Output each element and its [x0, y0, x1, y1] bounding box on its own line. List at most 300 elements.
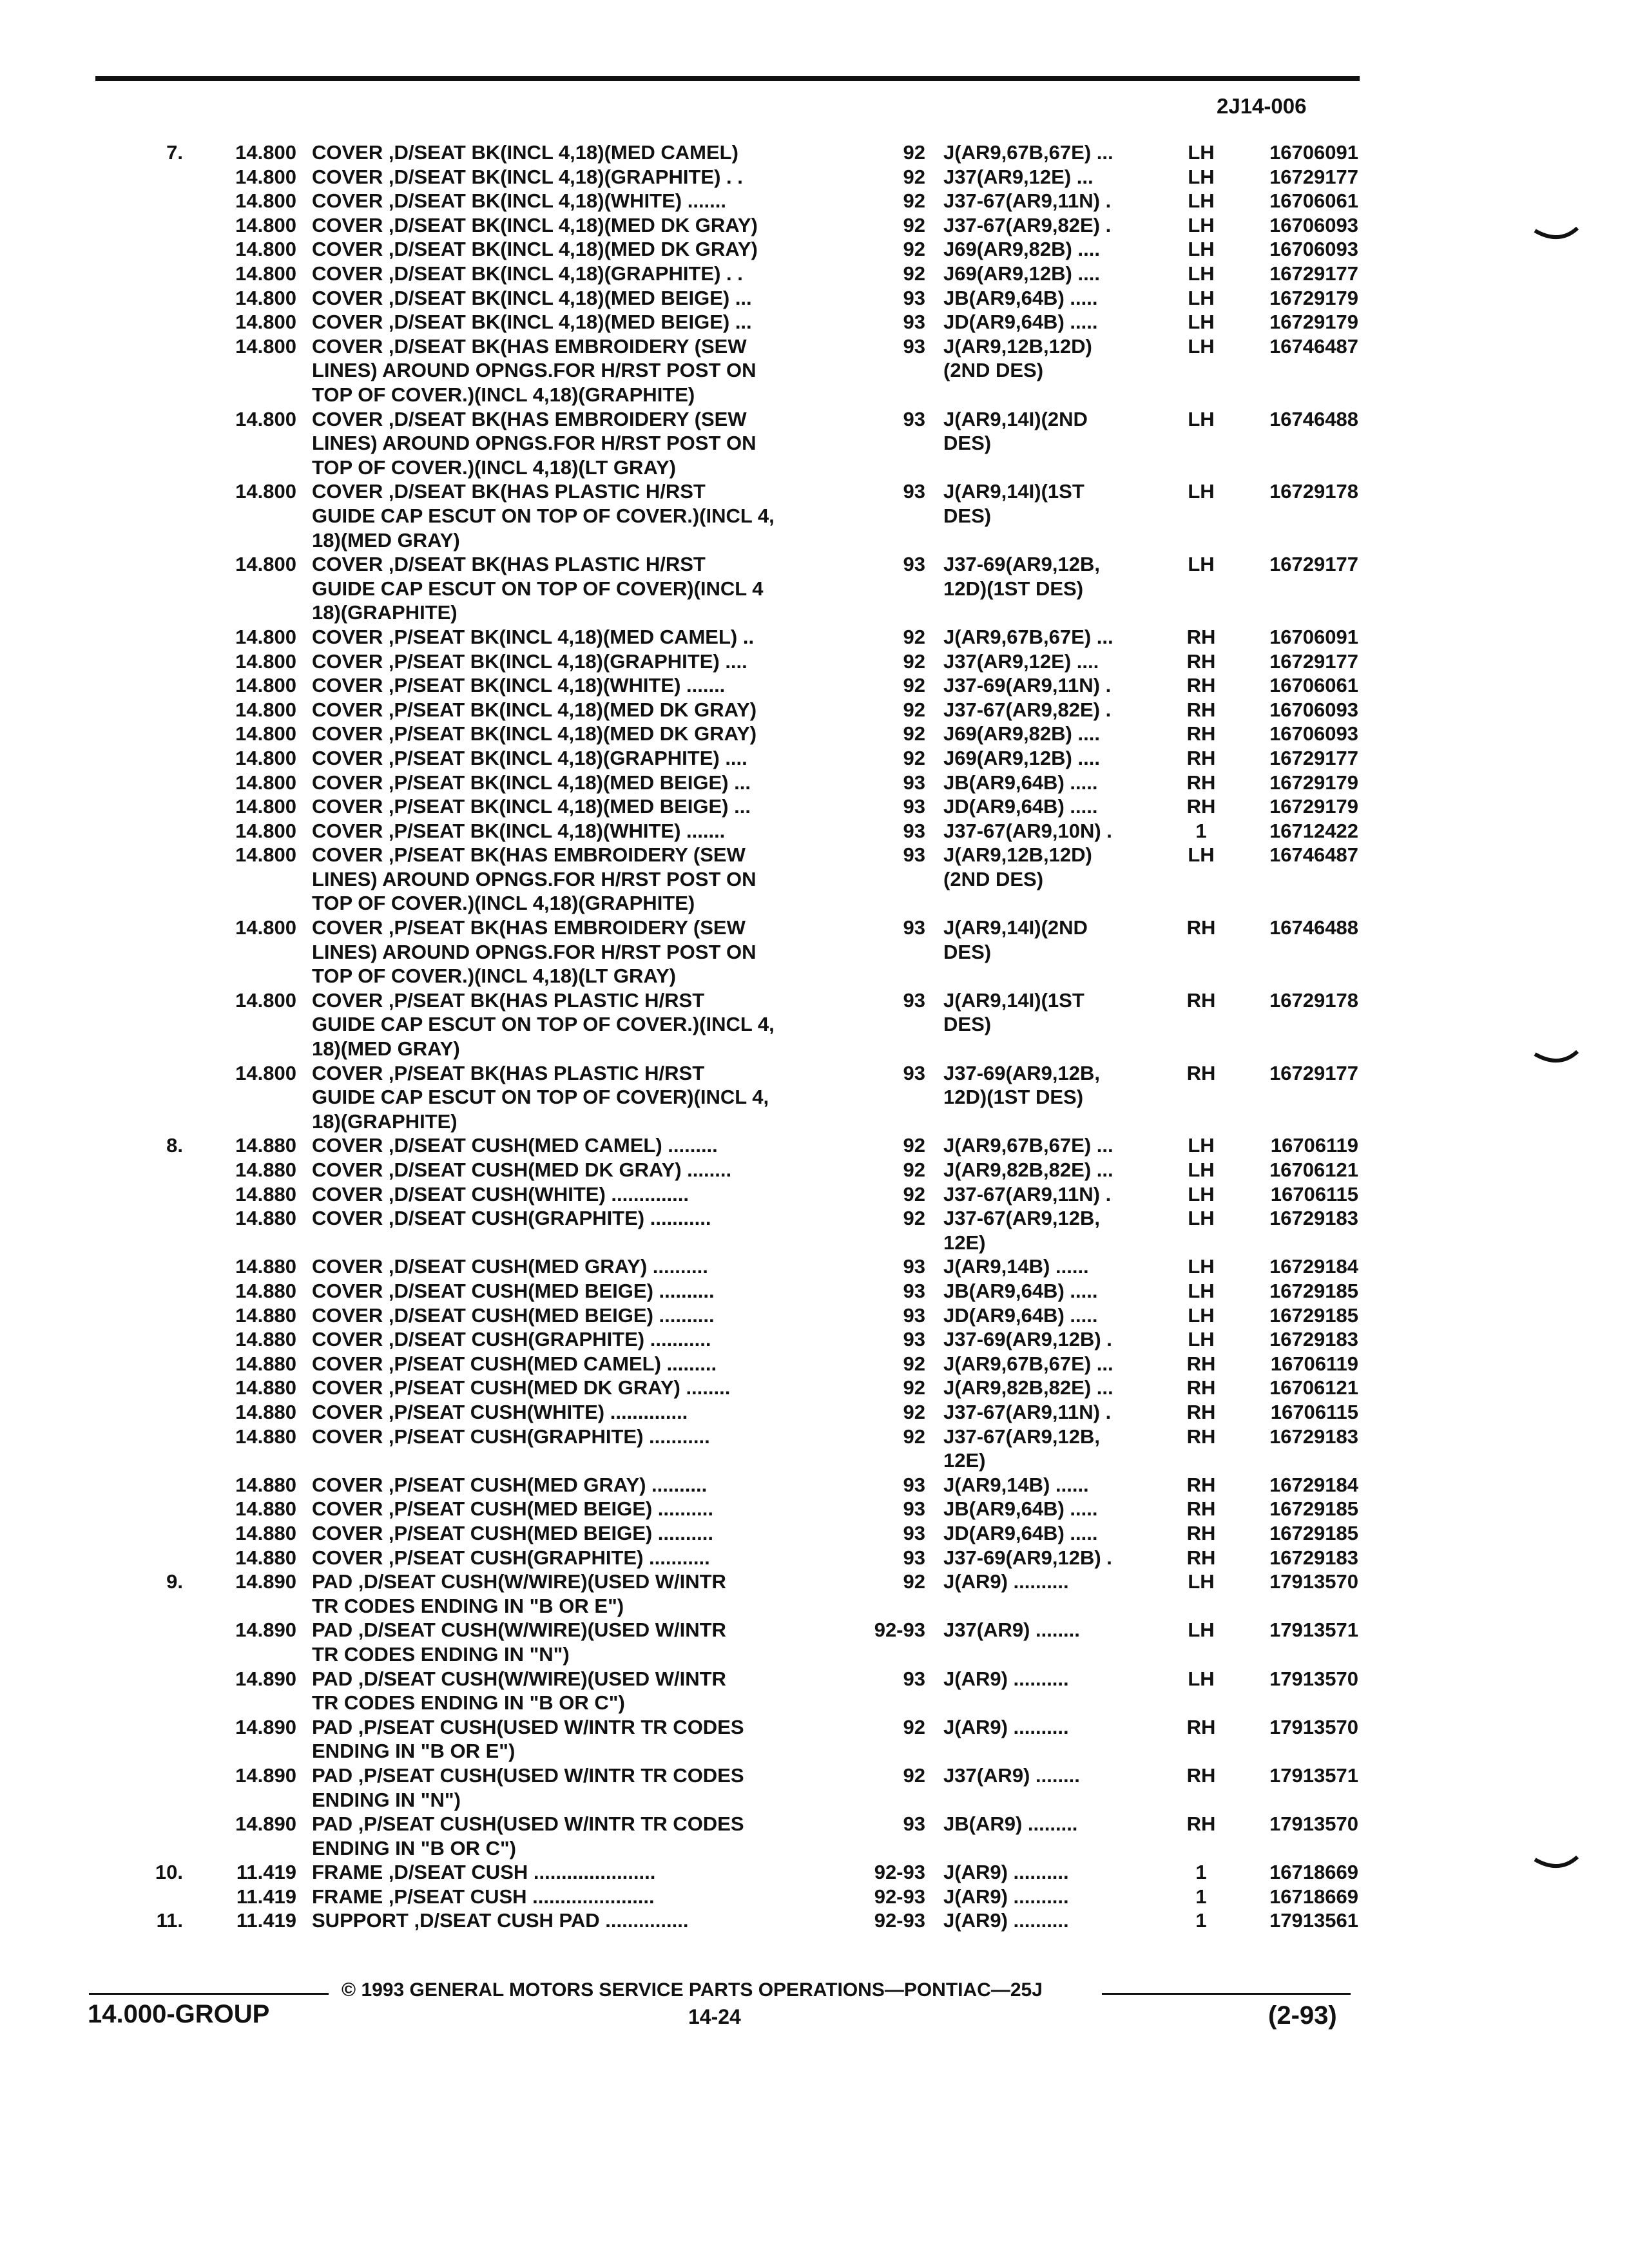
- group-number: 14.800: [235, 625, 296, 648]
- part-description: COVER ,D/SEAT BK(INCL 4,18)(MED CAMEL): [312, 141, 738, 164]
- quantity: RH: [1186, 1473, 1216, 1496]
- table-row: [0, 1254, 1629, 1279]
- part-description: FRAME ,P/SEAT CUSH ......................: [312, 1885, 655, 1908]
- group-number: 14.880: [235, 1546, 296, 1569]
- model-year: 92: [903, 213, 925, 236]
- model-year: 92: [903, 1207, 925, 1230]
- part-number: 16746487: [1269, 843, 1358, 867]
- table-row: [0, 649, 1629, 674]
- table-row: [0, 334, 1629, 407]
- model-year: 92: [903, 262, 925, 285]
- quantity: RH: [1186, 698, 1216, 721]
- part-number: 16706115: [1270, 1182, 1358, 1206]
- table-row: [0, 213, 1629, 238]
- model-year: 92: [903, 649, 925, 673]
- model-year: 93: [903, 771, 925, 794]
- model-year: 92: [903, 1401, 925, 1423]
- table-row: [0, 771, 1629, 795]
- table-row: [0, 140, 1629, 165]
- group-number: 14.880: [235, 1401, 296, 1423]
- application: J37-69(AR9,12B) .: [943, 1328, 1112, 1351]
- model-year: 93: [903, 1521, 925, 1544]
- part-number: 16712422: [1269, 819, 1358, 842]
- application: J37(AR9) ........: [943, 1763, 1080, 1787]
- part-description: COVER ,D/SEAT BK(HAS EMBROIDERY (SEW LINES) AROUND OPNGS.FOR H/RST POST ON TOP OF COVER.)(INCL 4,18)(GRAPHITE): [312, 334, 757, 406]
- application: J(AR9) ..........: [943, 1715, 1069, 1738]
- part-description: COVER ,P/SEAT BK(INCL 4,18)(WHITE) .......: [312, 674, 726, 697]
- part-number: 16729177: [1269, 746, 1358, 769]
- table-row: [0, 1570, 1629, 1618]
- application: J37-69(AR9,11N) .: [943, 674, 1112, 697]
- application: J37-69(AR9,12B, 12D)(1ST DES): [943, 1061, 1100, 1109]
- quantity: LH: [1188, 1280, 1215, 1303]
- group-number: 14.890: [235, 1715, 296, 1738]
- quantity: LH: [1188, 1134, 1215, 1157]
- application: J(AR9,12B,12D) (2ND DES): [943, 843, 1092, 890]
- part-number: 16718669: [1269, 1885, 1358, 1908]
- quantity: RH: [1186, 1497, 1216, 1521]
- part-number: 16706061: [1269, 189, 1358, 213]
- group-number: 14.890: [235, 1570, 296, 1593]
- group-number: 14.880: [235, 1255, 296, 1278]
- group-number: 14.800: [235, 698, 296, 721]
- application: J(AR9,67B,67E) ...: [943, 1134, 1113, 1157]
- part-number: 16706121: [1269, 1158, 1358, 1182]
- group-number: 14.800: [235, 746, 296, 769]
- part-description: PAD ,P/SEAT CUSH(USED W/INTR TR CODES ENDING IN "B OR E"): [312, 1715, 744, 1763]
- quantity: LH: [1188, 141, 1215, 164]
- part-number: 16729178: [1269, 480, 1358, 503]
- quantity: RH: [1186, 1401, 1216, 1423]
- part-description: PAD ,P/SEAT CUSH(USED W/INTR TR CODES ENDING IN "N"): [312, 1763, 744, 1811]
- part-description: COVER ,D/SEAT BK(INCL 4,18)(MED DK GRAY): [312, 238, 758, 261]
- part-description: COVER ,D/SEAT CUSH(MED GRAY) ..........: [312, 1255, 708, 1278]
- application: J37-67(AR9,10N) .: [943, 819, 1112, 842]
- quantity: LH: [1188, 286, 1215, 309]
- table-row: [0, 746, 1629, 771]
- part-description: COVER ,P/SEAT CUSH(MED BEIGE) ..........: [312, 1497, 713, 1521]
- model-year: 92: [903, 698, 925, 721]
- quantity: LH: [1188, 1182, 1215, 1206]
- copyright-notice: © 1993 GENERAL MOTORS SERVICE PARTS OPERATIONS—PONTIAC—25J: [342, 1979, 1043, 2001]
- part-description: PAD ,D/SEAT CUSH(W/WIRE)(USED W/INTR TR CODES ENDING IN "N"): [312, 1619, 726, 1666]
- model-year: 93: [903, 286, 925, 309]
- application: J37-67(AR9,82E) .: [943, 213, 1112, 236]
- revision-date: (2-93): [1268, 2001, 1337, 2030]
- quantity: RH: [1186, 746, 1216, 769]
- quantity: LH: [1188, 480, 1215, 503]
- quantity: LH: [1188, 213, 1215, 236]
- quantity: RH: [1186, 1425, 1216, 1448]
- quantity: LH: [1188, 189, 1215, 213]
- group-number: 14.800: [235, 819, 296, 842]
- quantity: LH: [1188, 165, 1215, 188]
- quantity: RH: [1186, 1352, 1216, 1375]
- part-number: 16729185: [1269, 1521, 1358, 1544]
- group-number: 14.880: [235, 1182, 296, 1206]
- part-description: COVER ,D/SEAT BK(INCL 4,18)(GRAPHITE) . .: [312, 165, 743, 188]
- model-year: 92-93: [874, 1909, 925, 1932]
- group-number: 14.800: [235, 843, 296, 867]
- group-number: 14.800: [235, 262, 296, 285]
- group-number: 14.800: [235, 407, 296, 430]
- application: J(AR9) ..........: [943, 1861, 1069, 1884]
- group-number: 14.880: [235, 1328, 296, 1351]
- application: J(AR9,67B,67E) ...: [943, 625, 1113, 648]
- group-number: 14.800: [235, 553, 296, 576]
- quantity: RH: [1186, 625, 1216, 648]
- application: JB(AR9,64B) .....: [943, 1497, 1098, 1521]
- model-year: 92: [903, 1425, 925, 1448]
- part-description: COVER ,P/SEAT BK(HAS PLASTIC H/RST GUIDE CAP ESCUT ON TOP OF COVER)(INCL 4, 18)(GRAPHITE): [312, 1061, 769, 1133]
- part-description: COVER ,P/SEAT BK(HAS PLASTIC H/RST GUIDE CAP ESCUT ON TOP OF COVER.)(INCL 4, 18)(MED GRAY): [312, 988, 775, 1061]
- quantity: RH: [1186, 1546, 1216, 1569]
- model-year: 92-93: [874, 1885, 925, 1908]
- part-number: 16706093: [1269, 698, 1358, 721]
- part-number: 16729185: [1269, 1280, 1358, 1303]
- part-description: COVER ,D/SEAT BK(INCL 4,18)(GRAPHITE) . .: [312, 262, 743, 285]
- part-number: 16729178: [1269, 988, 1358, 1012]
- model-year: 93: [903, 311, 925, 334]
- parts-list: [0, 140, 1629, 1933]
- application: J(AR9,67B,67E) ...: [943, 1352, 1113, 1375]
- group-number: 14.880: [235, 1303, 296, 1327]
- group-number: 14.880: [235, 1473, 296, 1496]
- application: JD(AR9,64B) .....: [943, 795, 1098, 818]
- part-description: COVER ,D/SEAT CUSH(GRAPHITE) ...........: [312, 1328, 711, 1351]
- model-year: 93: [903, 1061, 925, 1084]
- application: J(AR9,14B) ......: [943, 1255, 1089, 1278]
- quantity: LH: [1188, 1667, 1215, 1690]
- group-number: 14.800: [235, 722, 296, 745]
- quantity: LH: [1188, 1207, 1215, 1230]
- table-row: [0, 1763, 1629, 1812]
- table-row: [0, 1158, 1629, 1182]
- model-year: 92: [903, 141, 925, 164]
- application: J37(AR9) ........: [943, 1619, 1080, 1642]
- table-row: [0, 262, 1629, 286]
- model-year: 92: [903, 165, 925, 188]
- margin-tick-mark: [1534, 1856, 1579, 1872]
- application: J(AR9,14I)(1ST DES): [943, 480, 1084, 527]
- group-number: 14.800: [235, 674, 296, 697]
- quantity: 1: [1195, 819, 1207, 842]
- part-description: COVER ,D/SEAT CUSH(MED BEIGE) ..........: [312, 1303, 715, 1327]
- part-description: COVER ,P/SEAT BK(HAS EMBROIDERY (SEW LINES) AROUND OPNGS.FOR H/RST POST ON TOP OF COVER.)(INCL 4,18)(GRAPHITE): [312, 843, 757, 915]
- model-year: 93: [903, 1812, 925, 1836]
- quantity: LH: [1188, 843, 1215, 867]
- part-description: FRAME ,D/SEAT CUSH ......................: [312, 1861, 656, 1884]
- table-row: [0, 1352, 1629, 1376]
- group-number: 14.800: [235, 771, 296, 794]
- part-number: 17913571: [1269, 1619, 1358, 1642]
- model-year: 93: [903, 1473, 925, 1496]
- part-description: COVER ,D/SEAT CUSH(GRAPHITE) ...........: [312, 1207, 711, 1230]
- part-number: 16706093: [1269, 213, 1358, 236]
- table-row: [0, 286, 1629, 311]
- group-number: 14.880: [235, 1280, 296, 1303]
- part-description: COVER ,D/SEAT BK(HAS PLASTIC H/RST GUIDE CAP ESCUT ON TOP OF COVER)(INCL 4 18)(GRAPHITE): [312, 553, 764, 624]
- quantity: LH: [1188, 1328, 1215, 1351]
- footer-rule-right: [1102, 1993, 1351, 1995]
- group-label: 14.000-GROUP: [88, 2000, 270, 2028]
- part-description: COVER ,P/SEAT CUSH(MED BEIGE) ..........: [312, 1521, 713, 1544]
- application: J(AR9,14B) ......: [943, 1473, 1089, 1496]
- model-year: 92: [903, 238, 925, 261]
- model-year: 92: [903, 746, 925, 769]
- application: J(AR9,14I)(2ND DES): [943, 916, 1088, 963]
- table-row: [0, 407, 1629, 480]
- table-row: [0, 1497, 1629, 1521]
- quantity: LH: [1188, 1158, 1215, 1182]
- group-number: 14.800: [235, 988, 296, 1012]
- part-number: 16706119: [1270, 1352, 1358, 1375]
- part-description: COVER ,P/SEAT BK(INCL 4,18)(MED CAMEL) ..: [312, 625, 755, 648]
- table-row: [0, 1425, 1629, 1473]
- group-number: 14.800: [235, 480, 296, 503]
- model-year: 93: [903, 1303, 925, 1327]
- model-year: 92-93: [874, 1861, 925, 1884]
- group-number: 14.890: [235, 1812, 296, 1836]
- page-id: 2J14-006: [1217, 94, 1307, 118]
- table-row: [0, 1715, 1629, 1763]
- part-number: 16729177: [1269, 165, 1358, 188]
- part-number: 16706119: [1270, 1134, 1358, 1157]
- part-description: COVER ,D/SEAT CUSH(MED DK GRAY) ........: [312, 1158, 732, 1182]
- application: J37-67(AR9,12B, 12E): [943, 1207, 1100, 1254]
- group-number: 14.800: [235, 1061, 296, 1084]
- part-number: 17913570: [1269, 1812, 1358, 1836]
- part-number: 16729179: [1269, 311, 1358, 334]
- application: J(AR9,14I)(1ST DES): [943, 988, 1084, 1036]
- group-number: 14.890: [235, 1619, 296, 1642]
- part-description: COVER ,P/SEAT BK(HAS EMBROIDERY (SEW LINES) AROUND OPNGS.FOR H/RST POST ON TOP OF COVER.)(INCL 4,18)(LT GRAY): [312, 916, 757, 988]
- quantity: LH: [1188, 262, 1215, 285]
- application: J37(AR9,12E) ....: [943, 649, 1099, 673]
- table-row: [0, 1061, 1629, 1134]
- model-year: 92: [903, 1763, 925, 1787]
- application: J(AR9,82B,82E) ...: [943, 1158, 1113, 1182]
- application: J69(AR9,12B) ....: [943, 746, 1100, 769]
- part-number: 16729177: [1269, 262, 1358, 285]
- part-number: 16706091: [1269, 141, 1358, 164]
- model-year: 93: [903, 843, 925, 867]
- part-description: COVER ,P/SEAT BK(INCL 4,18)(MED BEIGE) ...: [312, 771, 751, 794]
- group-number: 14.880: [235, 1134, 296, 1157]
- quantity: RH: [1186, 1812, 1216, 1836]
- top-rule: [95, 76, 1360, 81]
- item-number: 10.: [155, 1861, 183, 1884]
- group-number: 14.880: [235, 1425, 296, 1448]
- table-row: [0, 673, 1629, 698]
- model-year: 92: [903, 1715, 925, 1738]
- group-number: 14.800: [235, 916, 296, 939]
- part-number: 16729183: [1269, 1207, 1358, 1230]
- part-number: 17913571: [1269, 1763, 1358, 1787]
- quantity: LH: [1188, 1619, 1215, 1642]
- item-number: 7.: [166, 141, 183, 164]
- model-year: 92: [903, 189, 925, 213]
- part-description: COVER ,P/SEAT BK(INCL 4,18)(MED DK GRAY): [312, 698, 757, 721]
- quantity: RH: [1186, 1715, 1216, 1738]
- quantity: RH: [1186, 722, 1216, 745]
- table-row: [0, 1860, 1629, 1885]
- application: J69(AR9,12B) ....: [943, 262, 1100, 285]
- model-year: 93: [903, 480, 925, 503]
- quantity: LH: [1188, 553, 1215, 576]
- group-number: 14.800: [235, 795, 296, 818]
- group-number: 14.880: [235, 1158, 296, 1182]
- part-description: COVER ,P/SEAT BK(INCL 4,18)(GRAPHITE) ....: [312, 746, 747, 769]
- model-year: 93: [903, 916, 925, 939]
- quantity: LH: [1188, 407, 1215, 430]
- part-number: 16729185: [1269, 1303, 1358, 1327]
- group-number: 14.890: [235, 1763, 296, 1787]
- part-number: 16729177: [1269, 649, 1358, 673]
- quantity: RH: [1186, 988, 1216, 1012]
- group-number: 11.419: [236, 1885, 296, 1908]
- table-row: [0, 794, 1629, 819]
- table-row: [0, 916, 1629, 988]
- part-number: 17913570: [1269, 1667, 1358, 1690]
- part-number: 16729183: [1269, 1328, 1358, 1351]
- application: JB(AR9) .........: [943, 1812, 1078, 1836]
- quantity: RH: [1186, 795, 1216, 818]
- part-description: PAD ,P/SEAT CUSH(USED W/INTR TR CODES ENDING IN "B OR C"): [312, 1812, 744, 1860]
- model-year: 92: [903, 1134, 925, 1157]
- model-year: 93: [903, 1667, 925, 1690]
- table-row: [0, 625, 1629, 649]
- application: J(AR9) ..........: [943, 1909, 1069, 1932]
- application: J37-67(AR9,82E) .: [943, 698, 1112, 721]
- application: J37-67(AR9,11N) .: [943, 189, 1112, 213]
- table-row: [0, 1206, 1629, 1254]
- application: J69(AR9,82B) ....: [943, 722, 1100, 745]
- application: J(AR9,12B,12D) (2ND DES): [943, 334, 1092, 382]
- application: J37-69(AR9,12B, 12D)(1ST DES): [943, 553, 1100, 600]
- part-description: COVER ,P/SEAT CUSH(GRAPHITE) ...........: [312, 1425, 710, 1448]
- table-row: [0, 165, 1629, 189]
- group-number: 14.880: [235, 1207, 296, 1230]
- part-number: 16706061: [1269, 674, 1358, 697]
- part-description: PAD ,D/SEAT CUSH(W/WIRE)(USED W/INTR TR CODES ENDING IN "B OR E"): [312, 1570, 726, 1617]
- model-year: 93: [903, 1280, 925, 1303]
- part-number: 16746488: [1269, 916, 1358, 939]
- quantity: RH: [1186, 1061, 1216, 1084]
- table-row: [0, 1133, 1629, 1158]
- item-number: 11.: [156, 1909, 183, 1932]
- part-number: 16706093: [1269, 238, 1358, 261]
- group-number: 11.419: [236, 1909, 296, 1932]
- part-number: 16729179: [1269, 795, 1358, 818]
- table-row: [0, 1376, 1629, 1400]
- application: JD(AR9,64B) .....: [943, 1303, 1098, 1327]
- part-number: 16746487: [1269, 334, 1358, 358]
- table-row: [0, 1327, 1629, 1352]
- part-description: COVER ,P/SEAT CUSH(MED GRAY) ..........: [312, 1473, 708, 1496]
- table-row: [0, 479, 1629, 552]
- quantity: 1: [1195, 1909, 1207, 1932]
- table-row: [0, 1182, 1629, 1207]
- part-number: 17913570: [1269, 1715, 1358, 1738]
- model-year: 93: [903, 1255, 925, 1278]
- margin-tick-mark: [1534, 227, 1579, 244]
- application: J(AR9,67B,67E) ...: [943, 141, 1113, 164]
- model-year: 93: [903, 1497, 925, 1521]
- application: J69(AR9,82B) ....: [943, 238, 1100, 261]
- item-number: 9.: [166, 1570, 183, 1593]
- table-row: [0, 237, 1629, 262]
- part-number: 16706093: [1269, 722, 1358, 745]
- application: JD(AR9,64B) .....: [943, 311, 1098, 334]
- model-year: 92: [903, 1376, 925, 1399]
- group-number: 14.800: [235, 334, 296, 358]
- part-description: COVER ,D/SEAT BK(INCL 4,18)(WHITE) .......: [312, 189, 727, 213]
- part-number: 16729179: [1269, 286, 1358, 309]
- group-number: 14.800: [235, 286, 296, 309]
- application: J37-67(AR9,11N) .: [943, 1182, 1112, 1206]
- application: J37-67(AR9,11N) .: [943, 1401, 1112, 1423]
- application: J37(AR9,12E) ...: [943, 165, 1094, 188]
- quantity: RH: [1186, 1376, 1216, 1399]
- part-description: PAD ,D/SEAT CUSH(W/WIRE)(USED W/INTR TR CODES ENDING IN "B OR C"): [312, 1667, 726, 1715]
- application: J(AR9,82B,82E) ...: [943, 1376, 1113, 1399]
- quantity: RH: [1186, 916, 1216, 939]
- part-number: 16729185: [1269, 1497, 1358, 1521]
- part-number: 16729177: [1269, 1061, 1358, 1084]
- table-row: [0, 552, 1629, 625]
- part-description: COVER ,P/SEAT BK(INCL 4,18)(WHITE) .......: [312, 819, 726, 842]
- table-row: [0, 1521, 1629, 1546]
- part-number: 16729179: [1269, 771, 1358, 794]
- group-number: 14.800: [235, 238, 296, 261]
- table-row: [0, 1546, 1629, 1570]
- application: JB(AR9,64B) .....: [943, 1280, 1098, 1303]
- model-year: 92: [903, 674, 925, 697]
- application: JB(AR9,64B) .....: [943, 771, 1098, 794]
- group-number: 14.800: [235, 213, 296, 236]
- part-description: COVER ,D/SEAT BK(HAS PLASTIC H/RST GUIDE CAP ESCUT ON TOP OF COVER.)(INCL 4, 18)(MED GRAY): [312, 480, 775, 552]
- quantity: 1: [1195, 1885, 1207, 1908]
- model-year: 93: [903, 988, 925, 1012]
- table-row: [0, 1812, 1629, 1860]
- table-row: [0, 1618, 1629, 1666]
- part-description: COVER ,D/SEAT BK(INCL 4,18)(MED BEIGE) ...: [312, 311, 752, 334]
- table-row: [0, 310, 1629, 334]
- group-number: 14.800: [235, 649, 296, 673]
- table-row: [0, 819, 1629, 843]
- table-row: [0, 1303, 1629, 1328]
- part-description: COVER ,P/SEAT BK(INCL 4,18)(MED DK GRAY): [312, 722, 757, 745]
- part-description: COVER ,P/SEAT CUSH(MED CAMEL) .........: [312, 1352, 717, 1375]
- table-row: [0, 988, 1629, 1061]
- part-description: COVER ,P/SEAT CUSH(MED DK GRAY) ........: [312, 1376, 731, 1399]
- group-number: 14.800: [235, 189, 296, 213]
- group-number: 14.880: [235, 1521, 296, 1544]
- quantity: RH: [1186, 771, 1216, 794]
- part-description: COVER ,P/SEAT BK(INCL 4,18)(MED BEIGE) ...: [312, 795, 751, 818]
- part-description: COVER ,P/SEAT CUSH(WHITE) ..............: [312, 1401, 688, 1423]
- model-year: 93: [903, 553, 925, 576]
- table-row: [0, 1279, 1629, 1303]
- model-year: 93: [903, 795, 925, 818]
- part-description: COVER ,D/SEAT BK(INCL 4,18)(MED BEIGE) ...: [312, 286, 752, 309]
- group-number: 14.800: [235, 165, 296, 188]
- quantity: LH: [1188, 1255, 1215, 1278]
- group-number: 14.800: [235, 311, 296, 334]
- part-number: 16729184: [1269, 1473, 1358, 1496]
- quantity: LH: [1188, 334, 1215, 358]
